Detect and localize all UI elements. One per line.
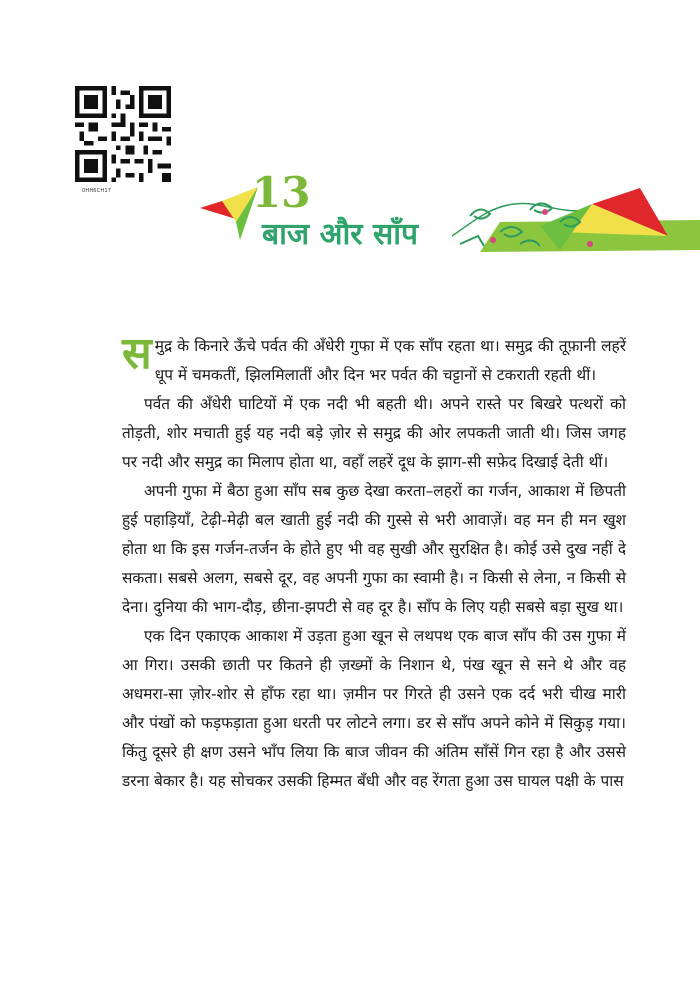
paragraph-1-text: मुद्र के किनारे ऊँचे पर्वत की अँधेरी गुफा में एक साँप रहता था। समुद्र की तूफ़ानी लहरें धूप में चमकतीं, झिलमिलातीं और दिन भर पर्वत की चट्टानों से टकराती रहती थीं।: [154, 337, 626, 384]
swirl-6: [460, 236, 484, 246]
drop-cap: स: [122, 328, 152, 379]
story-text: [122, 328, 626, 796]
paragraph-1: [122, 328, 626, 390]
kite-decoration: [0, 0, 700, 300]
chapter-title: बाज और साँप: [262, 217, 419, 252]
paragraph-2: पर्वत की अँधेरी घाटियों में एक नदी भी बहती थी। अपने रास्ते पर बिखरे पत्थरों को तोड़ती, शोर मचाती हुई यह नदी बड़े ज़ोर से समुद्र की ओर लपकती जाती थी। जिस जगह पर नदी और समुद्र का मिलाप होता था, वहाँ लहरें दूध के झाग-सी सफ़ेद दिखाई देती थीं।: [122, 395, 626, 471]
paragraph-4: एक दिन एकाएक आकाश में उड़ता हुआ खून से लथपथ एक बाज साँप की उस गुफा में आ गिरा। उसकी छाती पर कितने ही ज़ख्मों के निशान थे, पंख खून से सने थे और वह अधमरा-सा ज़ोर-शोर से हाँफ रहा था। ज़मीन पर गिरते ही उसने एक दर्द भरी चीख मारी और पंखों को फड़फड़ाता हुआ धरती पर लोटने लगा। डर से साँप अपने कोने में सिकुड़ गया। किंतु दूसरे ही क्षण उसने भाँप लिया कि बाज जीवन की अंतिम साँसें गिन रहा है और उससे डरना बेकार है। यह सोचकर उसकी हिम्मत बँधी और वह रेंगता हुआ उस घायल पक्षी के पास: [122, 627, 626, 790]
chapter-number: 13: [252, 168, 311, 217]
pink-dot-2: [542, 209, 548, 215]
qr-code-label: 0HH6CH17: [82, 188, 112, 194]
pink-dot-1: [490, 237, 496, 243]
pink-dot-3: [587, 241, 593, 247]
paragraph-3: अपनी गुफा में बैठा हुआ साँप सब कुछ देखा करता–लहरों का गर्जन, आकाश में छिपती हुई पहाड़ियाँ, टेढ़ी-मेढ़ी बल खाती हुई नदी की गुस्से से भरी आवाज़ें। वह मन ही मन खुश होता था कि इस गर्जन-तर्जन के होते हुए भी वह सुखी और सुरक्षित है। कोई उसे दुख नहीं दे सकता। सबसे अलग, सबसे दूर, वह अपनी गुफा का स्वामी है। न किसी से लेना, न किसी से देना। दुनिया की भाग-दौड़, छीना-झपटी से वह दूर है। साँप के लिए यही सबसे बड़ा सुख था।: [122, 482, 626, 616]
